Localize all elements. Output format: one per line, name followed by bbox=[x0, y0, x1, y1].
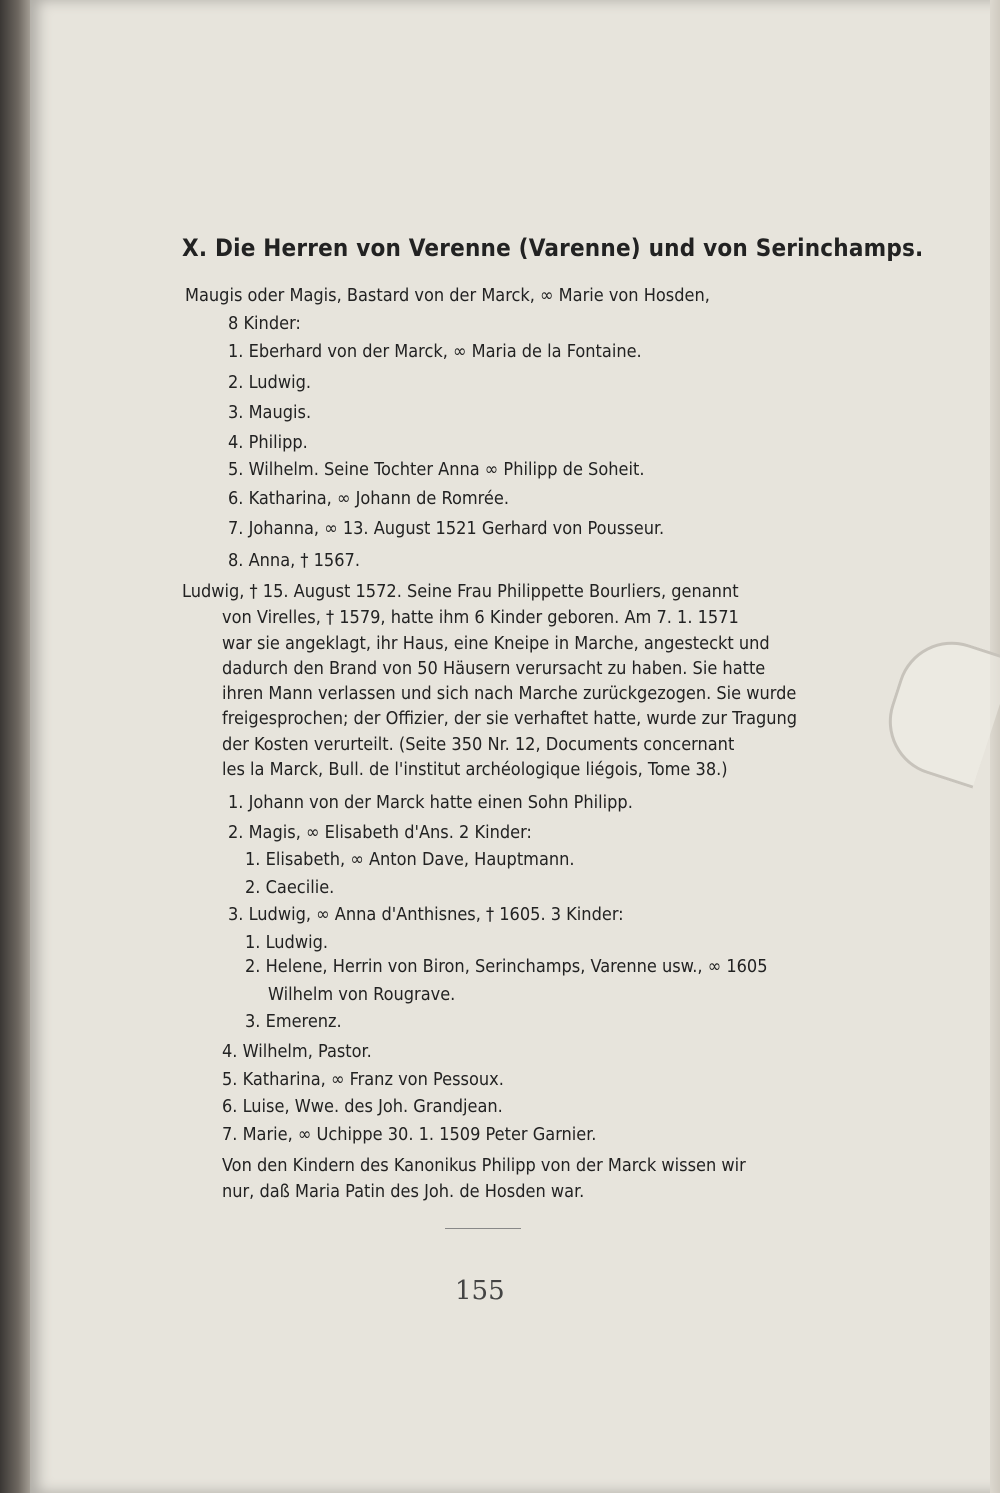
text-line: 2. Magis, ∞ Elisabeth d'Ans. 2 Kinder: bbox=[228, 822, 532, 843]
text-line: von Virelles, † 1579, hatte ihm 6 Kinder geboren. Am 7. 1. 1571 bbox=[222, 607, 739, 628]
text-line: 4. Philipp. bbox=[228, 432, 308, 453]
text-line: 6. Luise, Wwe. des Joh. Grandjean. bbox=[222, 1096, 503, 1117]
text-line: 8. Anna, † 1567. bbox=[228, 550, 360, 571]
text-line: freigesprochen; der Offizier, der sie verhaftet hatte, wurde zur Tragung bbox=[222, 708, 798, 729]
text-line: Von den Kindern des Kanonikus Philipp von der Marck wissen wir bbox=[222, 1155, 746, 1176]
text-line: 1. Eberhard von der Marck, ∞ Maria de la Fontaine. bbox=[228, 341, 642, 362]
text-line: war sie angeklagt, ihr Haus, eine Kneipe in Marche, angesteckt und bbox=[222, 633, 770, 654]
book-binding bbox=[0, 0, 30, 1493]
text-line: 3. Ludwig, ∞ Anna d'Anthisnes, † 1605. 3 Kinder: bbox=[228, 904, 624, 925]
text-line: 2. Helene, Herrin von Biron, Serinchamps, Varenne usw., ∞ 1605 bbox=[245, 956, 768, 977]
text-line: 7. Marie, ∞ Uchippe 30. 1. 1509 Peter Garnier. bbox=[222, 1124, 597, 1145]
text-line: 5. Wilhelm. Seine Tochter Anna ∞ Philipp de Soheit. bbox=[228, 459, 645, 480]
text-line: 2. Caecilie. bbox=[245, 877, 335, 898]
text-line: Wilhelm von Rougrave. bbox=[268, 984, 456, 1005]
text-line: der Kosten verurteilt. (Seite 350 Nr. 12, Documents concernant bbox=[222, 734, 735, 755]
text-line: 1. Ludwig. bbox=[245, 932, 329, 953]
text-line: Maugis oder Magis, Bastard von der Marck, ∞ Marie von Hosden, bbox=[185, 285, 710, 306]
text-line: 3. Emerenz. bbox=[245, 1011, 342, 1032]
text-line: les la Marck, Bull. de l'institut archéologique liégois, Tome 38.) bbox=[222, 759, 728, 780]
text-line: nur, daß Maria Patin des Joh. de Hosden war. bbox=[222, 1181, 585, 1202]
text-line: Ludwig, † 15. August 1572. Seine Frau Philippette Bourliers, genannt bbox=[182, 581, 739, 602]
text-line: 7. Johanna, ∞ 13. August 1521 Gerhard von Pousseur. bbox=[228, 518, 665, 539]
text-line: 6. Katharina, ∞ Johann de Romrée. bbox=[228, 488, 509, 509]
text-line: ihren Mann verlassen und sich nach Marche zurückgezogen. Sie wurde bbox=[222, 683, 797, 704]
text-line: 2. Ludwig. bbox=[228, 372, 312, 393]
text-line: dadurch den Brand von 50 Häusern verursacht zu haben. Sie hatte bbox=[222, 658, 766, 679]
text-line: 3. Maugis. bbox=[228, 402, 312, 423]
text-line: 4. Wilhelm, Pastor. bbox=[222, 1041, 372, 1062]
divider-rule bbox=[445, 1228, 521, 1229]
text-line: 1. Elisabeth, ∞ Anton Dave, Hauptmann. bbox=[245, 849, 575, 870]
text-line: 5. Katharina, ∞ Franz von Pessoux. bbox=[222, 1069, 504, 1090]
text-line: 8 Kinder: bbox=[228, 313, 301, 334]
page-number: 155 bbox=[455, 1276, 505, 1306]
text-line: 1. Johann von der Marck hatte einen Sohn Philipp. bbox=[228, 792, 633, 813]
section-heading: X. Die Herren von Verenne (Varenne) und von Serinchamps. bbox=[182, 234, 924, 262]
